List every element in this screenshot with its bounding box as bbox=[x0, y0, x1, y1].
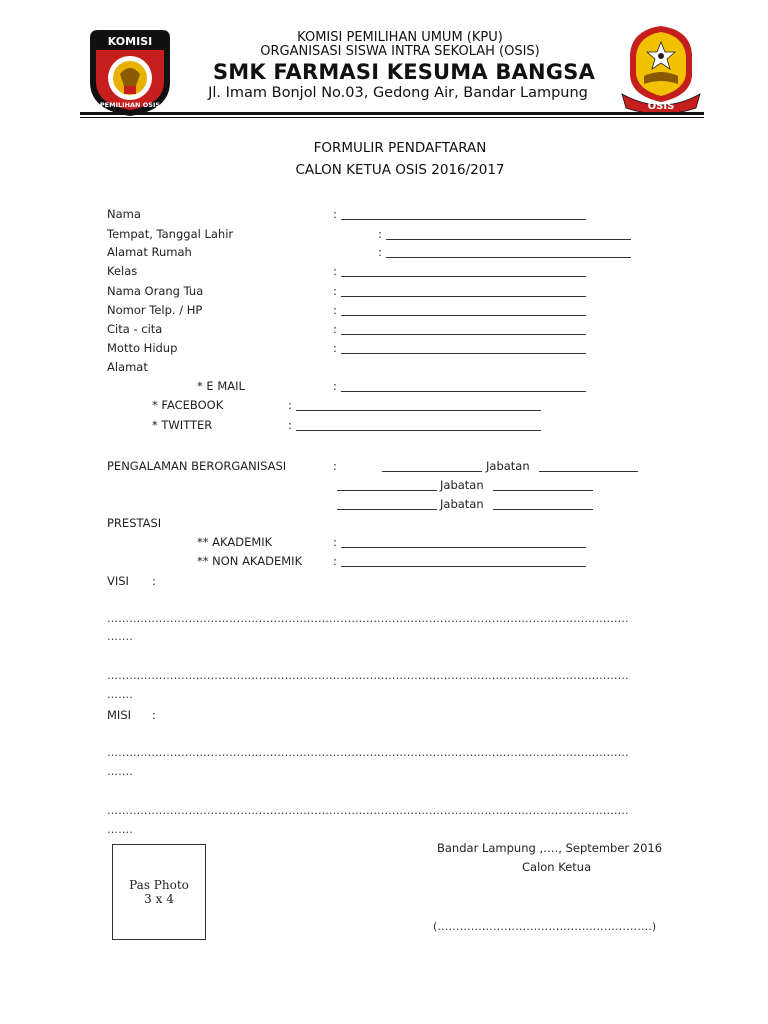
field-colon: : bbox=[333, 379, 337, 393]
input-nama[interactable] bbox=[341, 219, 586, 220]
input-ttl[interactable] bbox=[386, 239, 631, 240]
visi-dotted-line-2[interactable]: …………………………………………………………………………………………………………………………… bbox=[107, 669, 629, 682]
field-colon: : bbox=[333, 554, 337, 568]
input-kelas[interactable] bbox=[341, 276, 586, 277]
photo-label: Pas Photo bbox=[129, 878, 189, 892]
input-organisasi-3[interactable] bbox=[337, 509, 437, 510]
field-colon: : bbox=[333, 207, 337, 221]
field-colon: : bbox=[333, 303, 337, 317]
misi-dotted-line-1[interactable]: …………………………………………………………………………………………………………………………… bbox=[107, 746, 629, 759]
field-label-motto: Motto Hidup bbox=[107, 341, 178, 355]
photo-box[interactable] bbox=[112, 844, 206, 940]
kpu-logo-top-text: KOMISI bbox=[107, 35, 153, 48]
input-organisasi-1[interactable] bbox=[382, 471, 482, 472]
misi-dotted-line-2[interactable]: …………………………………………………………………………………………………………………………… bbox=[107, 804, 629, 817]
form-title: FORMULIR PENDAFTARAN bbox=[313, 140, 487, 156]
osis-logo-ribbon-text: OSIS bbox=[647, 101, 675, 112]
visi-dotted-line-1-end: ……. bbox=[107, 630, 133, 643]
field-label-telp: Nomor Telp. / HP bbox=[107, 303, 203, 317]
input-jabatan-3[interactable] bbox=[493, 509, 593, 510]
field-label-ttl: Tempat, Tanggal Lahir bbox=[107, 227, 234, 241]
visi-dotted-line-1[interactable]: …………………………………………………………………………………………………………………………… bbox=[107, 612, 629, 625]
field-colon: : bbox=[333, 322, 337, 336]
signature-name-line[interactable]: (………………………………………………….) bbox=[433, 920, 657, 933]
section-label-prestasi: PRESTASI bbox=[107, 516, 162, 530]
field-label-twitter: * TWITTER bbox=[152, 418, 213, 432]
input-facebook[interactable] bbox=[296, 410, 541, 411]
kpu-logo-ring-text: PEMILIHAN OSIS bbox=[99, 101, 161, 109]
section-label-visi: VISI bbox=[107, 574, 129, 588]
field-colon: : bbox=[378, 227, 382, 241]
misi-dotted-line-2-end: ……. bbox=[107, 823, 133, 836]
field-colon: : bbox=[333, 459, 337, 473]
field-label-nama: Nama bbox=[107, 207, 141, 221]
field-colon: : bbox=[288, 418, 292, 432]
field-label-non-akademik: ** NON AKADEMIK bbox=[197, 554, 303, 568]
misi-colon: : bbox=[152, 708, 156, 722]
input-alamat-rumah[interactable] bbox=[386, 257, 631, 258]
jabatan-label-2: Jabatan bbox=[440, 478, 484, 492]
field-label-email: * E MAIL bbox=[197, 379, 245, 393]
section-label-organisasi: PENGALAMAN BERORGANISASI bbox=[107, 459, 287, 473]
field-label-alamat-rumah: Alamat Rumah bbox=[107, 245, 192, 259]
field-colon: : bbox=[378, 245, 382, 259]
header-school-name: SMK FARMASI KESUMA BANGSA bbox=[212, 60, 596, 84]
field-colon: : bbox=[333, 341, 337, 355]
jabatan-label-3: Jabatan bbox=[440, 497, 484, 511]
input-orang-tua[interactable] bbox=[341, 296, 586, 297]
signature-place-date: Bandar Lampung ,…., September 2016 bbox=[437, 841, 663, 855]
input-email[interactable] bbox=[341, 391, 586, 392]
jabatan-label-1: Jabatan bbox=[486, 459, 530, 473]
field-label-kelas: Kelas bbox=[107, 264, 138, 278]
field-label-akademik: ** AKADEMIK bbox=[197, 535, 273, 549]
signature-role: Calon Ketua bbox=[522, 860, 592, 874]
header-osis: ORGANISASI SISWA INTRA SEKOLAH (OSIS) bbox=[260, 44, 540, 59]
input-organisasi-2[interactable] bbox=[337, 490, 437, 491]
input-non-akademik[interactable] bbox=[341, 566, 586, 567]
input-jabatan-1[interactable] bbox=[539, 471, 638, 472]
field-colon: : bbox=[288, 398, 292, 412]
field-label-orang-tua: Nama Orang Tua bbox=[107, 284, 204, 298]
section-label-misi: MISI bbox=[107, 708, 132, 722]
input-cita[interactable] bbox=[341, 334, 586, 335]
field-label-facebook: * FACEBOOK bbox=[152, 398, 224, 412]
visi-colon: : bbox=[152, 574, 156, 588]
visi-dotted-line-2-end: ……. bbox=[107, 688, 133, 701]
header-divider-thick bbox=[80, 112, 704, 115]
input-twitter[interactable] bbox=[296, 430, 541, 431]
field-colon: : bbox=[333, 284, 337, 298]
header-kpu: KOMISI PEMILIHAN UMUM (KPU) bbox=[297, 30, 503, 45]
field-colon: : bbox=[333, 264, 337, 278]
photo-size: 3 x 4 bbox=[144, 892, 174, 906]
header-divider-thin bbox=[80, 117, 704, 118]
field-label-alamat: Alamat bbox=[107, 360, 148, 374]
header-address: Jl. Imam Bonjol No.03, Gedong Air, Bandar Lampung bbox=[208, 85, 588, 101]
form-subtitle: CALON KETUA OSIS 2016/2017 bbox=[295, 162, 505, 178]
input-motto[interactable] bbox=[341, 353, 586, 354]
misi-dotted-line-1-end: ……. bbox=[107, 765, 133, 778]
input-akademik[interactable] bbox=[341, 547, 586, 548]
input-telp[interactable] bbox=[341, 315, 586, 316]
field-label-cita: Cita - cita bbox=[107, 322, 163, 336]
input-jabatan-2[interactable] bbox=[493, 490, 593, 491]
field-colon: : bbox=[333, 535, 337, 549]
